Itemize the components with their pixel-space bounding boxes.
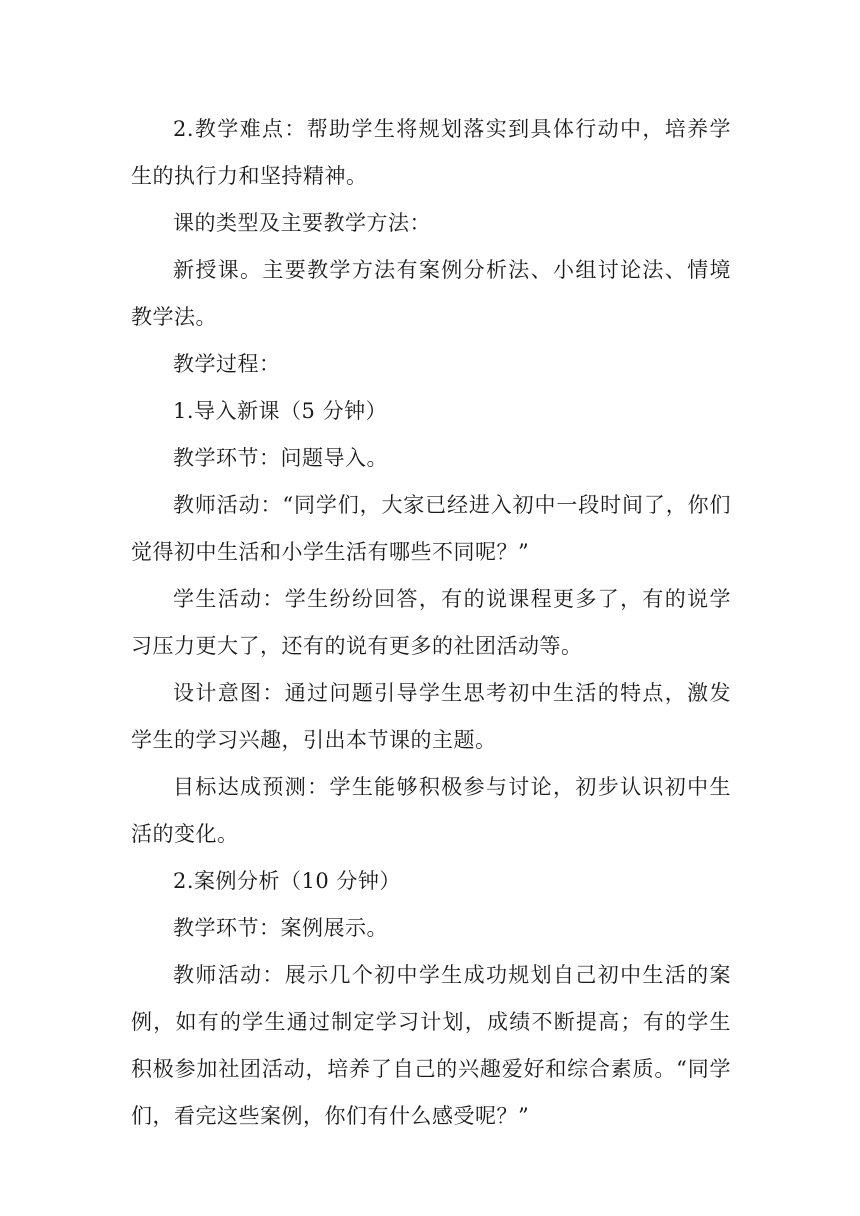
paragraph-step1-student: 学生活动：学生纷纷回答，有的说课程更多了，有的说学习压力更大了，还有的说有更多的社团活动等。 [131, 587, 731, 658]
paragraph-step1-heading: 1.导入新课（5 分钟） [173, 399, 388, 423]
paragraph-step2-teacher: 教师活动：展示几个初中学生成功规划自己初中生活的案例，如有的学生通过制定学习计划，成绩不断提高；有的学生积极参加社团活动，培养了自己的兴趣爱好和综合素质。“同学们，看完这些案例，你们有什么感受呢？” [131, 963, 731, 1128]
paragraph-step1-intent: 设计意图：通过问题引导学生思考初中生活的特点，激发学生的学习兴趣，引出本节课的主题。 [131, 681, 731, 752]
paragraph-step2-heading: 2.案例分析（10 分钟） [173, 869, 401, 893]
paragraph-lesson-type: 新授课。主要教学方法有案例分析法、小组讨论法、情境教学法。 [131, 258, 731, 329]
paragraph-lesson-type-heading: 课的类型及主要教学方法： [173, 211, 431, 235]
paragraph-step1-segment: 教学环节：问题导入。 [173, 446, 388, 470]
document-body [131, 106, 731, 1140]
paragraph-step1-goal: 目标达成预测：学生能够积极参与讨论，初步认识初中生活的变化。 [131, 775, 731, 846]
paragraph-process-heading: 教学过程： [173, 352, 281, 376]
paragraph-step1-teacher: 教师活动：“同学们，大家已经进入初中一段时间了，你们觉得初中生活和小学生活有哪些不同呢？” [131, 493, 731, 564]
paragraph-step2-segment: 教学环节：案例展示。 [173, 916, 388, 940]
paragraph-teaching-difficulty: 2.教学难点：帮助学生将规划落实到具体行动中，培养学生的执行力和坚持精神。 [131, 117, 731, 188]
